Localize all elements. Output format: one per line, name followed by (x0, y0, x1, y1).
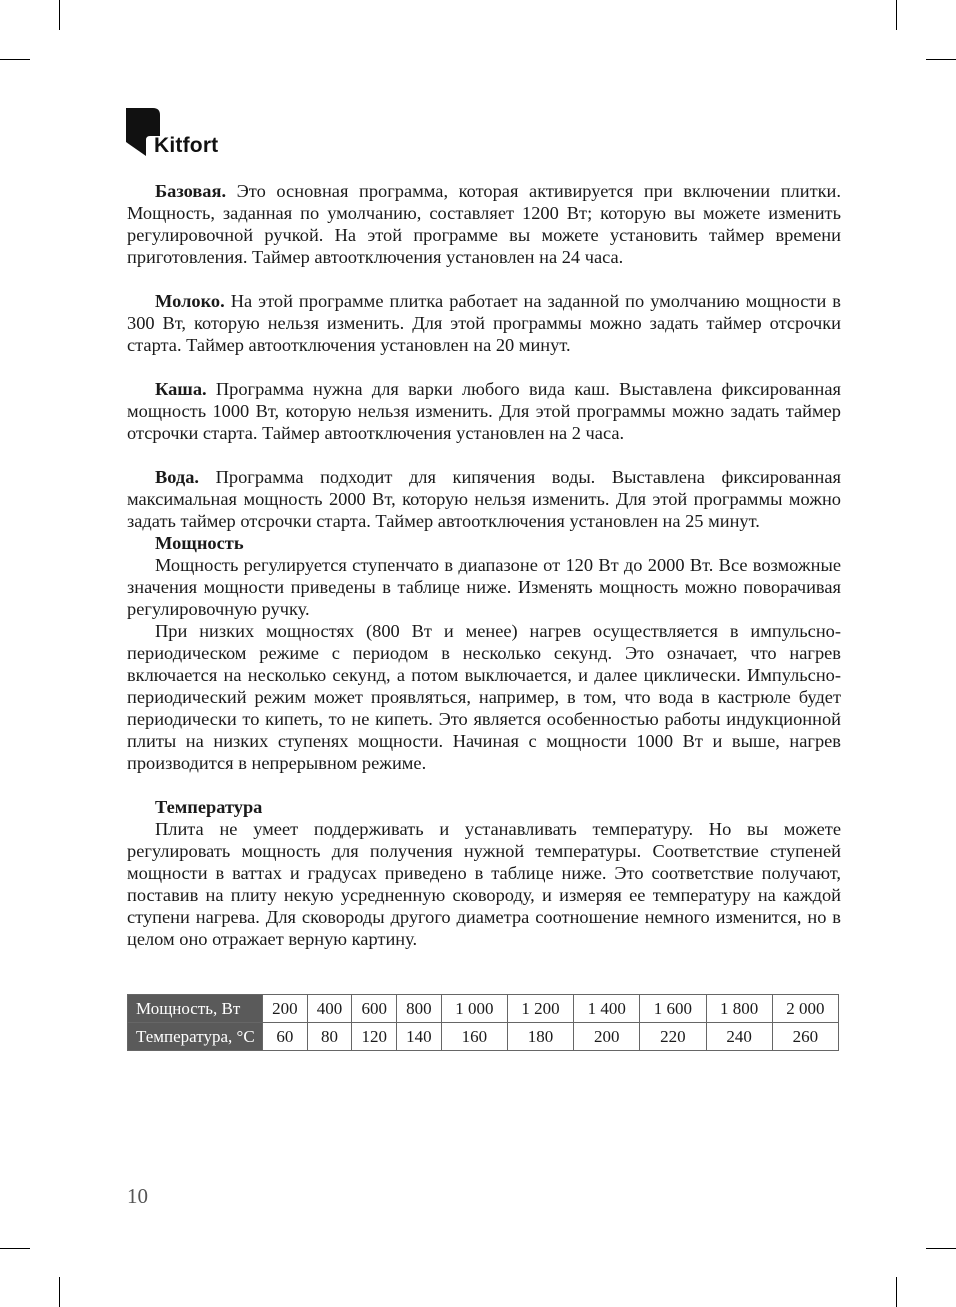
crop-mark (926, 59, 956, 60)
power-cell: 1 400 (574, 995, 640, 1023)
power-heading: Мощность (155, 533, 244, 553)
brand-logo (126, 108, 246, 158)
temperature-cell: 160 (441, 1023, 507, 1051)
power-cell: 1 200 (507, 995, 573, 1023)
porridge-program-paragraph (127, 378, 841, 444)
temperature-paragraph: Плита не умеет поддерживать и устанавливать температуру. Но вы можете регулировать мощность для получения нужной температуры. Соответствие ступеней мощности в ваттах и градусах приведено в таблице ниже. Это соответствие получают, поставив на плиту некую усредненную сковороду, и измеряя ее температуру на каждой ступени нагрева. Для сковороды другого диаметра соотношение немного изменится, но в целом оно отражает верную картину. (127, 819, 841, 949)
crop-mark (0, 59, 30, 60)
power-cell: 600 (352, 995, 397, 1023)
crop-mark (896, 1277, 897, 1307)
crop-mark (59, 0, 60, 30)
milk-program-text: На этой программе плитка работает на заданной по умолчанию мощности в 300 Вт, которую нельзя изменить. Для этой программы можно задать таймер отсрочки старта. Таймер автоотключения установлен на 20 минут. (127, 291, 841, 355)
page-number: 10 (127, 1184, 148, 1208)
power-cell: 200 (263, 995, 308, 1023)
power-cell: 2 000 (772, 995, 838, 1023)
temperature-row (128, 1023, 839, 1051)
temperature-cell: 120 (352, 1023, 397, 1051)
basic-program-title: Базовая. (155, 181, 227, 201)
power-cell: 400 (307, 995, 352, 1023)
milk-program-title: Молоко. (155, 291, 225, 311)
temperature-cell: 200 (574, 1023, 640, 1051)
water-program-paragraph (127, 466, 841, 532)
temperature-cell: 140 (397, 1023, 442, 1051)
water-program-text: Программа подходит для кипячения воды. Выставлена фиксированная максимальная мощность 2000 Вт, которую нельзя изменить. Для этой программы можно задать таймер отсрочки старта. Таймер автоотключения установлен на 25 минут. (127, 467, 841, 531)
page-content (127, 180, 841, 950)
power-cell: 1 600 (640, 995, 706, 1023)
temperature-cell: 220 (640, 1023, 706, 1051)
temperature-cell: 80 (307, 1023, 352, 1051)
power-row (128, 995, 839, 1023)
crop-mark (896, 0, 897, 30)
temperature-cell: 260 (772, 1023, 838, 1051)
temperature-cell: 60 (263, 1023, 308, 1051)
temperature-row-header: Температура, °C (128, 1023, 263, 1051)
porridge-program-title: Каша. (155, 379, 207, 399)
power-cell: 1 000 (441, 995, 507, 1023)
crop-mark (59, 1277, 60, 1307)
milk-program-paragraph (127, 290, 841, 356)
temperature-heading: Температура (155, 797, 263, 817)
temperature-cell: 180 (507, 1023, 573, 1051)
power-paragraph-2: При низких мощностях (800 Вт и менее) нагрев осуществляется в импульсно-периодическом режиме с периодом в несколько секунд. Это означает, что нагрев включается на несколько секунд, а потом выключается, и далее циклически. Импульсно-периодический режим может проявляться, например, в том, что вода в кастрюле будет периодически то кипеть, то не кипеть. Это является особенностью работы индукционной плиты на низких ступенях мощности. Начиная с мощности 1000 Вт и выше, нагрев производится в непрерывном режиме. (127, 621, 841, 773)
power-paragraph-1: Мощность регулируется ступенчато в диапазоне от 120 Вт до 2000 Вт. Все возможные значения мощности приведены в таблице ниже. Изменять мощность можно поворачивая регулировочную ручку. (127, 555, 841, 619)
basic-program-text: Это основная программа, которая активируется при включении плитки. Мощность, заданная по умолчанию, составляет 1200 Вт; которую вы можете изменить регулировочной ручкой. На этой программе вы можете установить таймер времени приготовления. Таймер автоотключения установлен на 24 часа. (127, 181, 841, 267)
crop-mark (0, 1248, 30, 1249)
water-program-title: Вода. (155, 467, 200, 487)
power-temperature-table (127, 994, 839, 1051)
crop-mark (926, 1248, 956, 1249)
porridge-program-text: Программа нужна для варки любого вида каш. Выставлена фиксированная мощность 1000 Вт, которую нельзя изменить. Для этой программы можно задать таймер отсрочки старта. Таймер автоотключения установлен на 2 часа. (127, 379, 841, 443)
power-row-header: Мощность, Вт (128, 995, 263, 1023)
basic-program-paragraph (127, 180, 841, 268)
power-cell: 1 800 (706, 995, 772, 1023)
temperature-cell: 240 (706, 1023, 772, 1051)
power-cell: 800 (397, 995, 442, 1023)
brand-name: Kitfort (154, 134, 219, 157)
